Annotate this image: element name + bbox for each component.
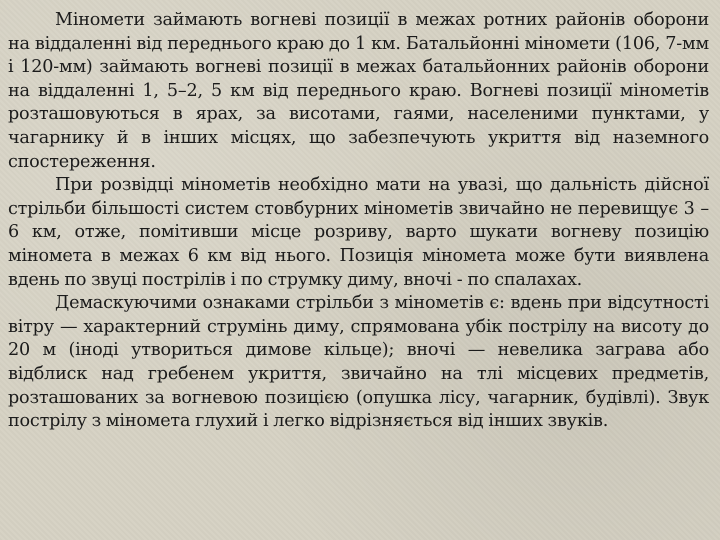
paragraph-2: При розвідці мінометів необхідно мати на увазі, що дальність дійсної стрільби більшості систем стовбурних мінометів звичайно не перевищує 3 –6 км, отже, помітивши місце розриву, варто шукати вогневу позицію мінометa в межах 6 км від нього. Позиція міномета може бути виявлена вдень по звуці пострілів і по струмку диму, вночі - по спалахах.	[8, 175, 709, 290]
paragraph-1: Міномети займають вогневі позиції в межах ротних районів оборони на віддаленні від переднього краю до 1 км. Батальйонні міномети (106, 7-мм і 120-мм) займають вогневі позиції в межах батальйонних районів оборони на віддаленні 1, 5–2, 5 км від переднього краю. Вогневі позиції мінометів розташовуються в ярах, за висотами, гаями, населеними пунктами, у чагарнику й в інших місцях, що забезпечують укриття від наземного спостереження.	[8, 10, 709, 172]
paragraph-3: Демаскуючими ознаками стрільби з мінометів є: вдень при відсутності вітру — характерний струмінь диму, спрямована убік пострілу на висоту до 20 м (іноді утвориться димове кільце); вночі — невелика заграва або відблиск над гребенем укриття, звичайно на тлі місцевих предметів, розташованих за вогневою позицією (опушка лісу, чагарник, будівлі). Звук пострілу з міномета глухий і легко відрізняється від інших звуків.	[8, 293, 709, 432]
